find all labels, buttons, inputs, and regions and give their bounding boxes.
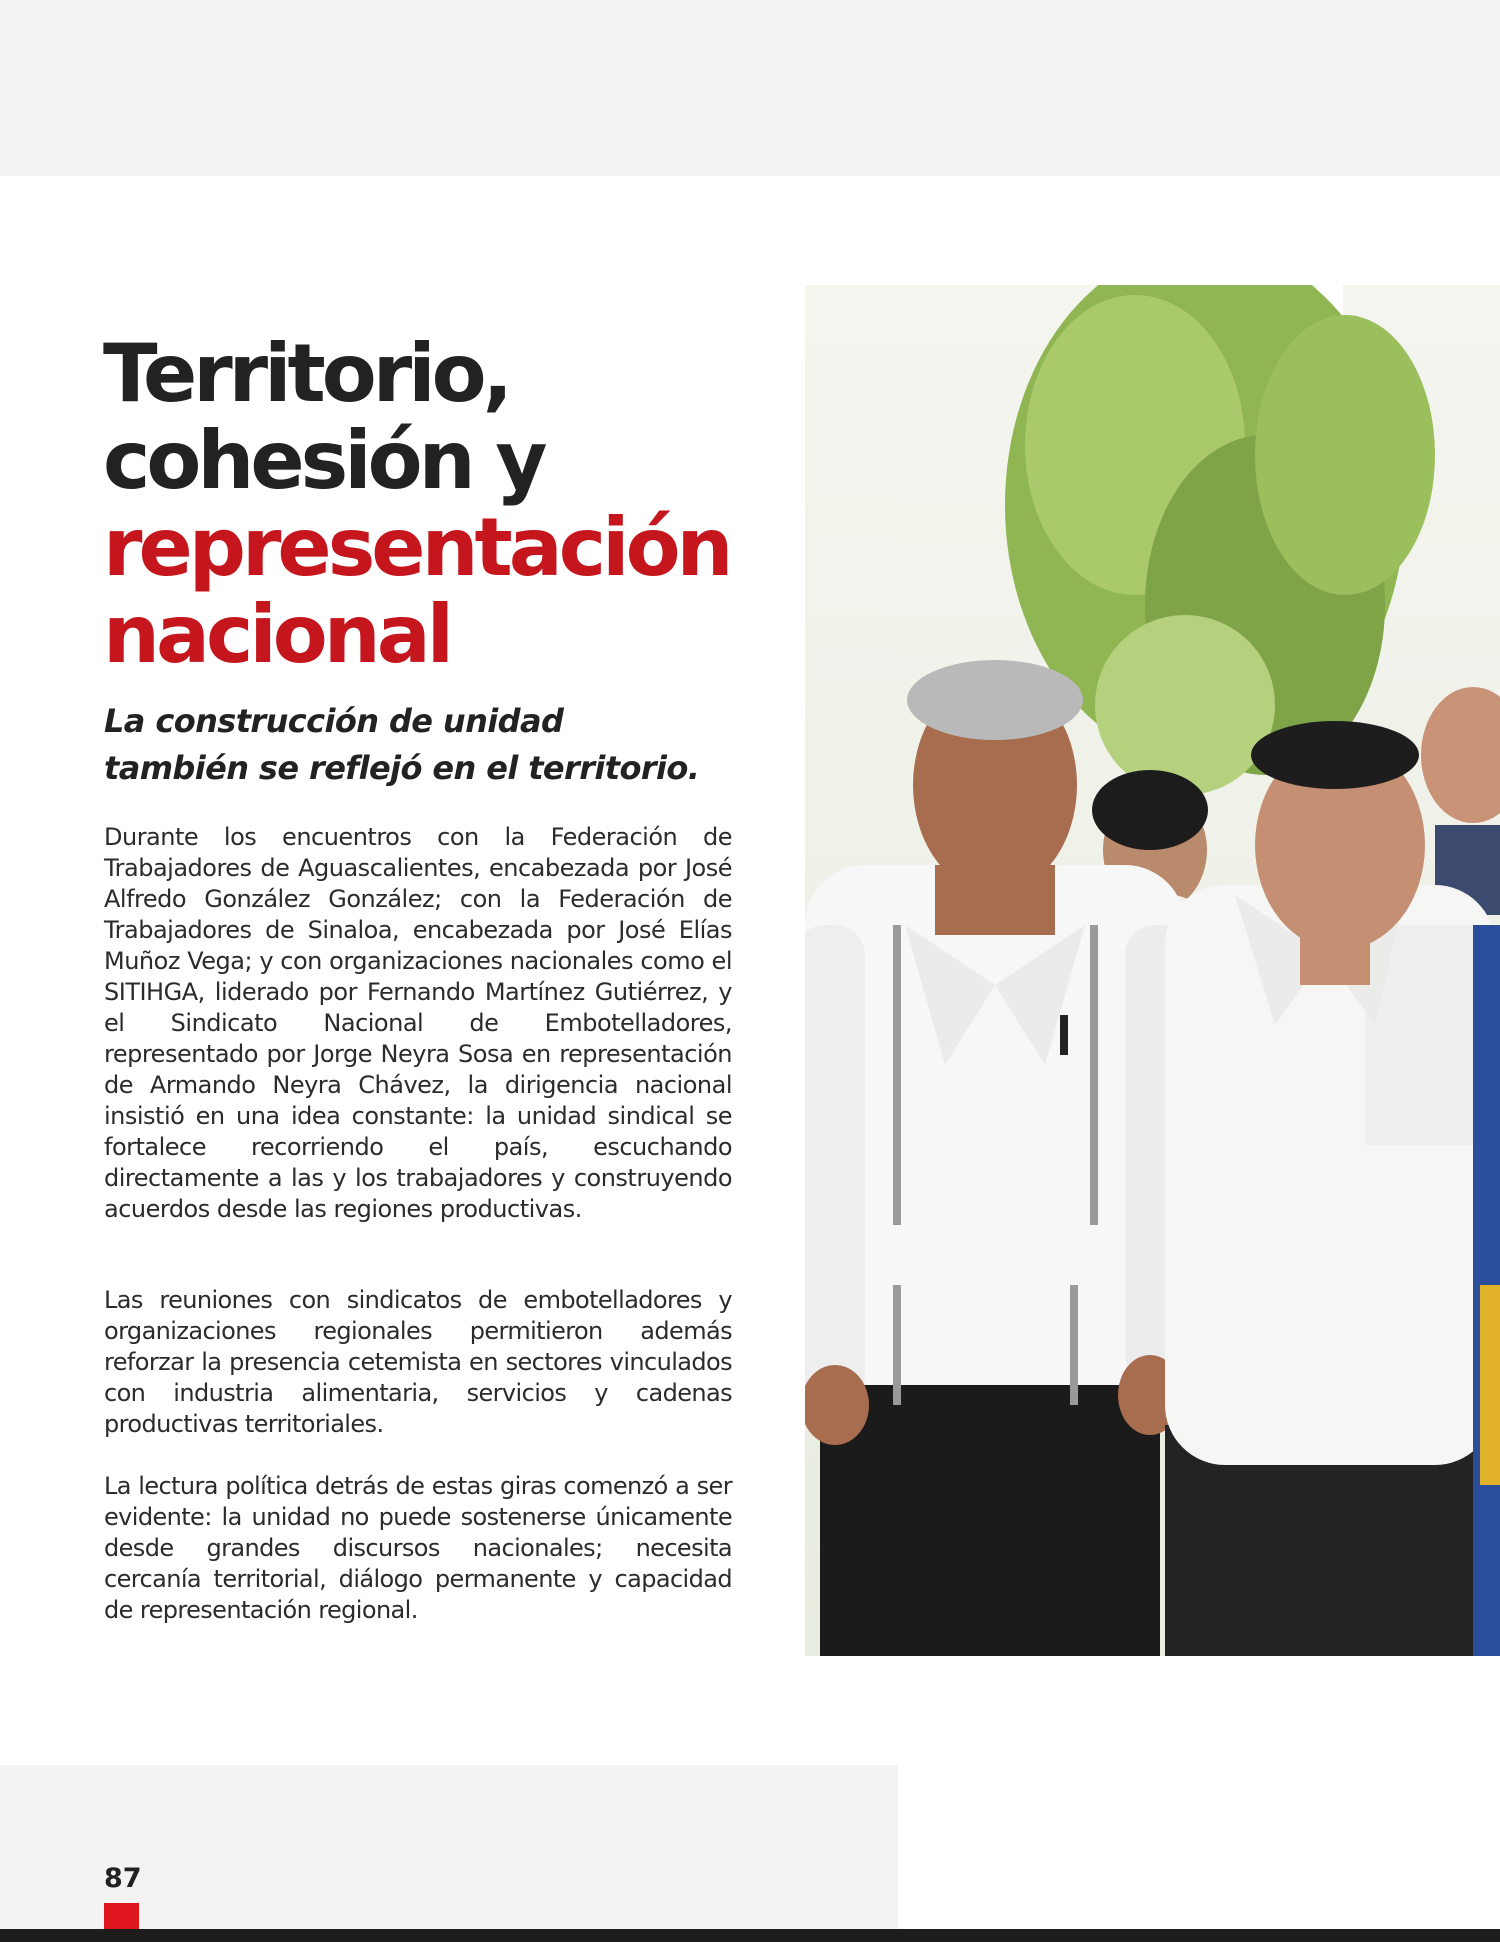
body-paragraph-3: La lectura política detrás de estas giras comenzó a ser evidente: la unidad no puede sostenerse únicamente desde grandes discursos nacionales; necesita cercanía territorial, diálogo permanente y capacidad de representación regional. [104,1472,732,1624]
title-line-4: nacional [103,588,451,681]
subtitle-line-1: La construcción de unidad [104,702,564,740]
page-title [103,327,743,681]
body-paragraph-1: Durante los encuentros con la Federación de Trabajadores de Aguascalientes, encabezada por José Alfredo González González; con la Federación de Trabajadores de Sinaloa, encabezada por José Elías Muñoz Vega; y con organizaciones nacionales como el SITIHGA, liderado por Fernando Martínez Gutiérrez, y el Sindicato Nacional de Embotelladores, representado por Jorge Neyra Sosa en representación de Armando Neyra Chávez, la dirigencia nacional insistió en una idea constante: la unidad sindical se fortalece recorriendo el país, escuchando directamente a las y los trabajadores y construyendo acuerdos desde las regiones productivas. [104,823,732,1223]
title-line-1: Territorio, [103,327,509,420]
event-photo [805,285,1500,1656]
title-line-2: cohesión y [103,414,544,507]
subtitle [104,698,744,792]
page-marker [104,1903,139,1932]
subtitle-line-2: también se reflejó en el territorio. [104,749,700,787]
event-photo-illustration [805,285,1500,1656]
page-number: 87 [104,1863,142,1894]
title-line-3: representación [103,501,730,594]
bottom-rule [0,1929,1500,1942]
top-gray-band [0,0,1500,176]
body-paragraph-2: Las reuniones con sindicatos de embotelladores y organizaciones regionales permitieron además reforzar la presencia cetemista en sectores vinculados con industria alimentaria, servicios y cadenas productivas territoriales. [104,1286,732,1438]
